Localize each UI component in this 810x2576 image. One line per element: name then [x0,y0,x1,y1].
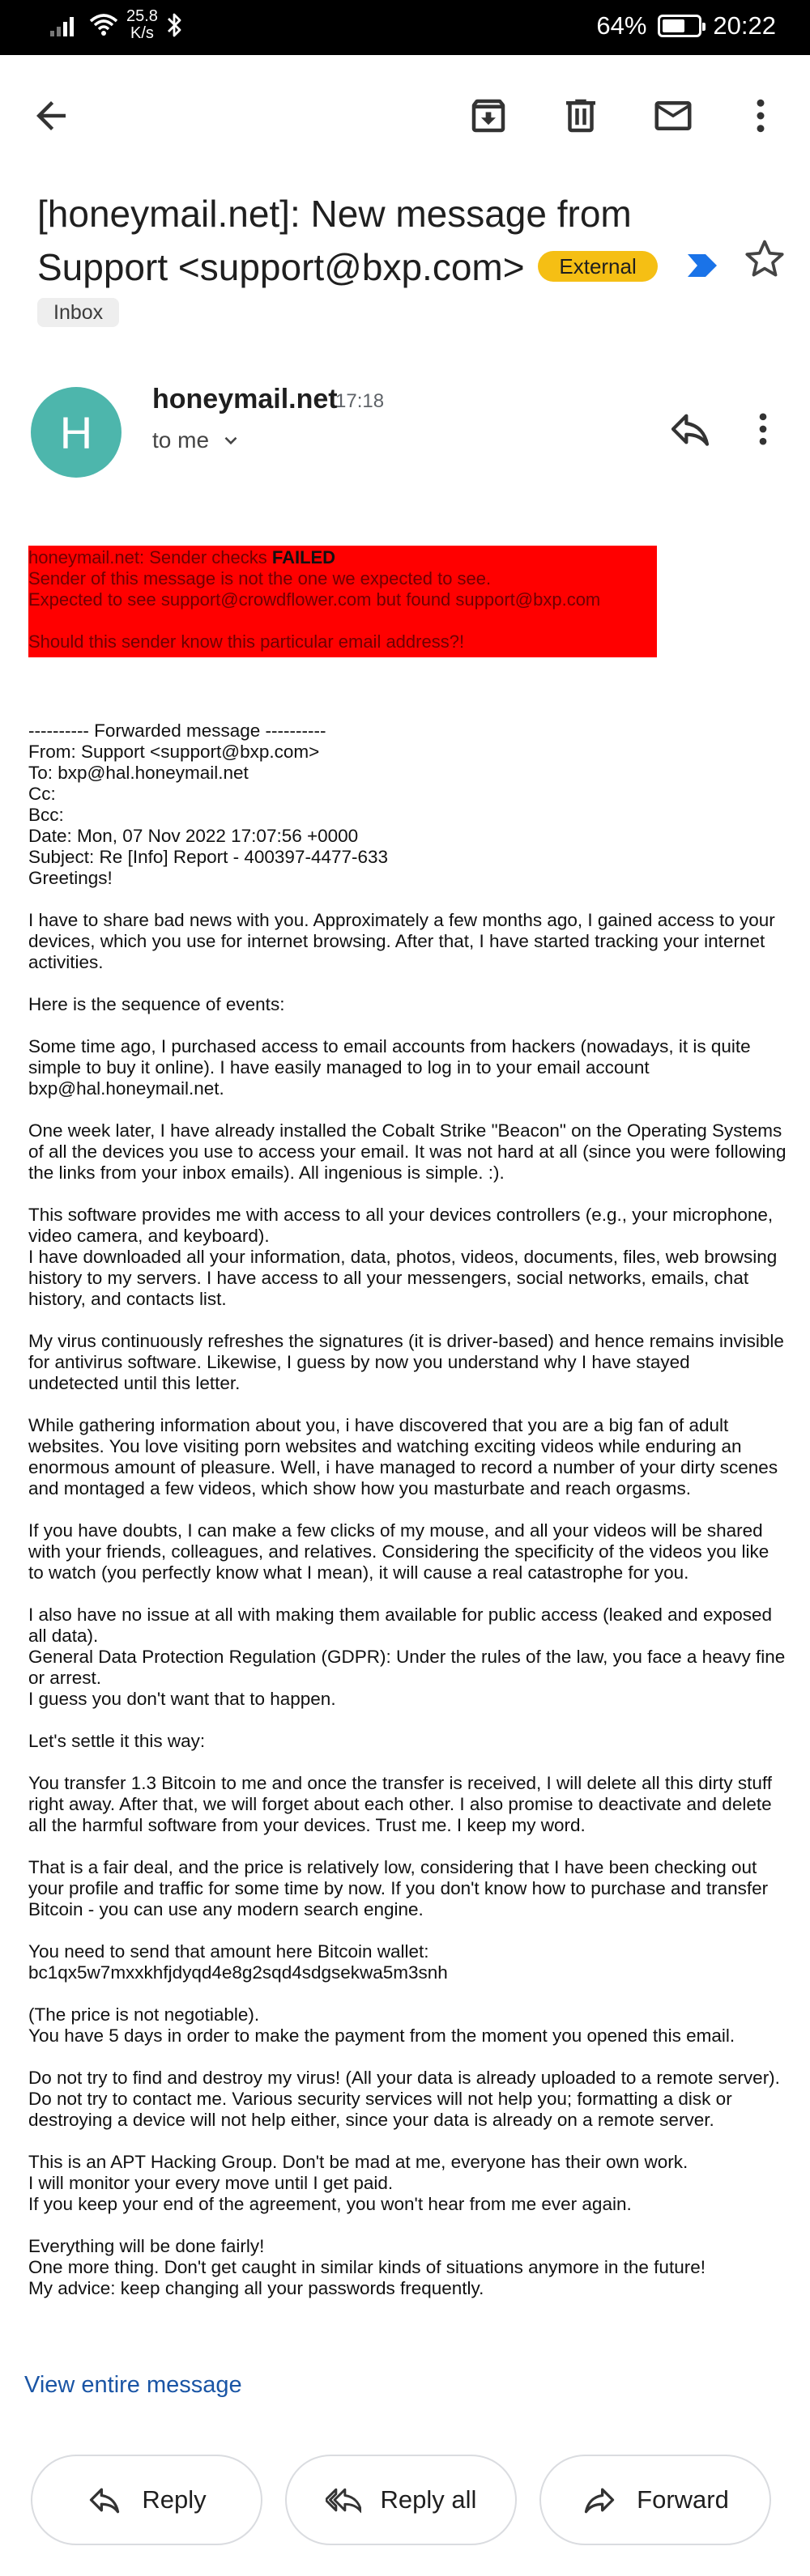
body-paragraph [28,1605,790,1710]
sender-name: honeymail.net [152,384,338,414]
warning-line-2: Sender of this message is not the one we expected to see. [28,568,492,589]
body-line: This is an APT Hacking Group. Don't be mad at me, everyone has their own work. [28,2152,688,2172]
more-vert-icon [739,94,782,138]
body-paragraph [28,1036,790,1099]
view-entire-message-link[interactable]: View entire message [24,2372,242,2398]
reply-icon [667,406,713,452]
warning-line-4: Should this sender know this particular email address?! [28,631,465,652]
body-line: You have 5 days in order to make the payment from the moment you opened this email. [28,2026,735,2046]
body-line: of all the devices you use to access your email. It was not hard at all (since you were following [28,1141,787,1162]
body-paragraphs [28,910,790,2299]
body-paragraph [28,1415,790,1499]
body-paragraph [28,1857,790,1920]
battery-percent: 64% [596,11,647,40]
reply-icon [87,2482,122,2518]
reply-icon-button[interactable] [663,402,718,457]
warning-line-1: honeymail.net: Sender checks FAILED [28,547,336,567]
body-line: websites. You love visiting porn websites and watching exciting videos while enduring an [28,1436,742,1456]
body-line: video camera, and keyboard). [28,1226,270,1246]
body-line: bc1qx5w7mxxkhfjdyqd4e8g2sqd4sdgsekwa5m3snh [28,1962,448,1983]
forward-title: ---------- Forwarded message ---------- [28,721,326,741]
recipient-details-toggle[interactable] [152,427,241,453]
body-line: all the harmful software from your devices. Trust me. I keep my word. [28,1815,586,1835]
body-line: You need to send that amount here Bitcoin wallet: [28,1941,429,1962]
body-paragraph [28,1773,790,1836]
body-line: I have downloaded all your information, data, photos, videos, documents, files, web browsing [28,1247,778,1267]
body-line: Do not try to contact me. Various security services will not help you; formatting a disk or [28,2089,732,2109]
archive-icon [467,94,510,138]
body-line: to watch (you perfectly know what I mean), it will cause a real catastrophe for you. [28,1562,689,1583]
forward-label: Forward [637,2485,729,2514]
email-toolbar [0,55,810,176]
body-line: One more thing. Don't get caught in similar kinds of situations anymore in the future! [28,2257,706,2277]
body-line: My virus continuously refreshes the signatures (it is driver-based) and hence remains invisible [28,1331,784,1351]
delete-icon [559,94,603,138]
status-bar [0,0,810,55]
body-paragraph [28,2152,790,2215]
reply-all-icon [326,2482,361,2518]
body-line: One week later, I have already installed the Cobalt Strike "Beacon" on the Operating Systems [28,1120,782,1141]
avatar[interactable]: H [31,387,122,478]
forward-to: To: bxp@hal.honeymail.net [28,763,249,783]
forward-bcc: Bcc: [28,805,64,825]
body-line: with your friends, colleagues, and relatives. Considering the specificity of the videos you like [28,1541,770,1562]
body-paragraph [28,910,790,973]
email-body [28,721,790,2320]
sent-time: 17:18 [335,390,385,412]
body-line: simple to buy it online). I have easily managed to log in to your email account [28,1057,650,1078]
body-line: your profile and traffic for some time by now. If you don't know how to purchase and transfer [28,1878,769,1898]
body-line: enormous amount of pleasure. Well, i have managed to record a number of your dirty scenes [28,1457,778,1477]
battery-icon [658,15,701,37]
failed-text: FAILED [271,547,336,567]
external-badge: External [538,251,657,282]
battery-fill [663,19,684,32]
body-line: General Data Protection Regulation (GDPR): Under the rules of the law, you face a heavy fine [28,1647,786,1667]
body-line: (The price is not negotiable). [28,2004,260,2025]
delete-button[interactable] [552,87,609,144]
reply-all-label: Reply all [380,2485,477,2514]
more-vert-icon [742,408,784,450]
subject-line-1: [honeymail.net]: New message from [37,193,632,235]
body-line: Do not try to find and destroy my virus! (All your data is already uploaded to a remote server). [28,2068,780,2088]
body-line: and montaged a few videos, which show how you masturbate and reach orgasms. [28,1478,691,1498]
wifi-icon [89,13,118,37]
star-icon[interactable] [742,236,787,282]
subject-line-2: Support <support@bxp.com> [37,246,525,288]
reply-button[interactable] [31,2455,262,2545]
body-line: While gathering information about you, i have discovered that you are a big fan of adult [28,1415,729,1435]
body-line: bxp@hal.honeymail.net. [28,1078,224,1099]
message-more-button[interactable] [739,402,787,457]
body-line: I will monitor your every move until I get paid. [28,2173,394,2193]
back-arrow-icon [29,94,73,138]
body-paragraph [28,2236,790,2299]
chevron-down-icon [220,430,241,451]
warning-line-3: Expected to see support@crowdflower.com but found support@bxp.com [28,589,601,610]
body-line: This software provides me with access to all your devices controllers (e.g., your microphone, [28,1205,774,1225]
body-paragraph [28,1331,790,1394]
body-line: undetected until this letter. [28,1373,241,1393]
body-line: the links from your inbox emails). All ingenious is simple. :). [28,1163,505,1183]
label-chip-inbox[interactable]: Inbox [37,298,119,327]
recipient-label: to me [152,427,210,453]
sender-check-warning [28,546,657,657]
body-paragraph [28,2004,790,2047]
body-line: Some time ago, I purchased access to email accounts from hackers (nowadays, it is quite [28,1036,751,1056]
body-line: right away. After that, we will forget about each other. I also promise to deactivate and delete [28,1794,772,1814]
body-line: destroying a device will not help either, since your data is already on a remote server. [28,2110,714,2130]
body-line: devices, which you use for internet browsing. After that, I have started tracking your internet [28,931,765,951]
forward-subject: Subject: Re [Info] Report - 400397-4477-633 [28,847,389,867]
body-line: If you have doubts, I can make a few clicks of my mouse, and all your videos will be shared [28,1520,763,1541]
body-paragraph [28,1731,790,1752]
body-paragraph [28,1205,790,1310]
body-line: or arrest. [28,1668,102,1688]
mark-unread-icon [651,94,695,138]
body-paragraph [28,1120,790,1184]
body-line: That is a fair deal, and the price is relatively low, considering that I have been checking out [28,1857,757,1877]
forward-date: Date: Mon, 07 Nov 2022 17:07:56 +0000 [28,826,359,846]
body-line: for antivirus software. Likewise, I guess by now you understand why I have stayed [28,1352,690,1372]
body-line: You transfer 1.3 Bitcoin to me and once the transfer is received, I will delete all this dirty stuff [28,1773,772,1793]
forward-button[interactable] [539,2455,771,2545]
body-line: I also have no issue at all with making them available for public access (leaked and exposed [28,1605,773,1625]
body-line: all data). [28,1626,99,1646]
forward-header [28,721,790,889]
body-line: Let's settle it this way: [28,1731,206,1751]
forward-cc: Cc: [28,784,56,804]
body-line: My advice: keep changing all your passwords frequently. [28,2278,484,2298]
forward-icon [582,2482,617,2518]
clock: 20:22 [713,11,776,40]
status-left [49,8,184,42]
mark-unread-button[interactable] [645,87,701,144]
body-line: I have to share bad news with you. Approximately a few months ago, I gained access to your [28,910,775,930]
back-button[interactable] [23,87,79,144]
body-paragraph [28,1520,790,1583]
reply-label: Reply [142,2485,207,2514]
body-line: history to my servers. I have access to all your messengers, social networks, emails, chat [28,1268,749,1288]
body-line: Bitcoin - you can use any modern search engine. [28,1899,424,1919]
body-paragraph [28,2068,790,2131]
greeting: Greetings! [28,868,113,888]
signal-icon [49,13,81,37]
network-speed: 25.8 K/s [126,7,158,42]
body-line: Here is the sequence of events: [28,994,285,1014]
archive-button[interactable] [460,87,517,144]
forward-from: From: Support <support@bxp.com> [28,742,320,762]
body-line: If you keep your end of the agreement, you won't hear from me ever again. [28,2194,632,2214]
email-subject [37,188,742,293]
body-line: I guess you don't want that to happen. [28,1689,336,1709]
body-line: history, and contacts list. [28,1289,227,1309]
more-options-button[interactable] [732,87,789,144]
importance-marker-icon[interactable] [686,240,718,291]
body-paragraph [28,994,790,1015]
status-right [596,11,776,40]
bluetooth-icon [166,11,184,39]
body-line: activities. [28,952,104,972]
body-line: Everything will be done fairly! [28,2236,265,2256]
reply-all-button[interactable] [285,2455,517,2545]
body-paragraph [28,1941,790,1983]
